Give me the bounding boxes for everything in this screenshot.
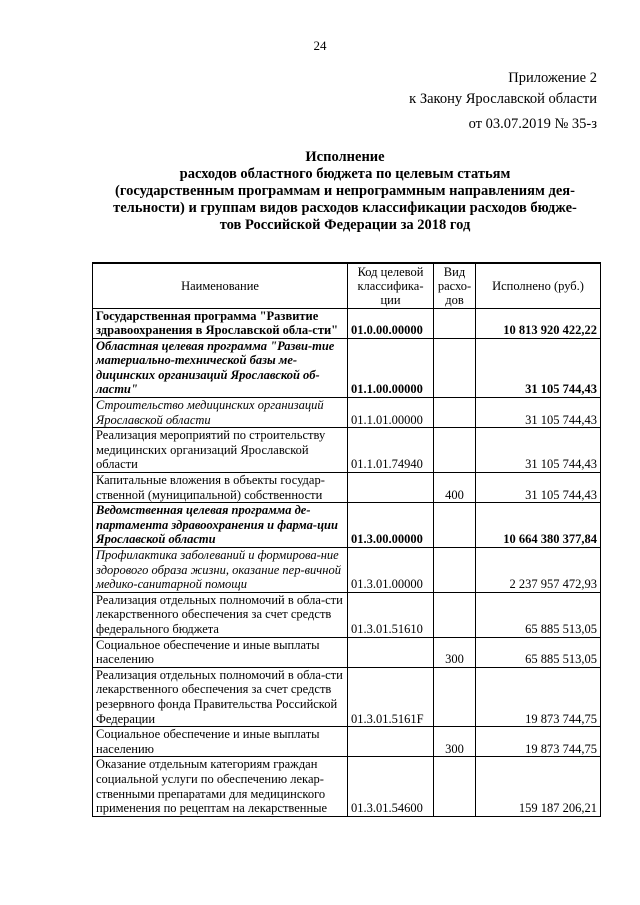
row-amount-cell: 10 813 920 422,22 [476, 308, 601, 338]
title-line-3: (государственным программам и непрограммным направлениям дея- [115, 183, 575, 199]
row-name-cell: Капитальные вложения в объекты государ-ственной (муниципальной) собственности [93, 473, 348, 503]
table-row [93, 473, 601, 503]
table-row [93, 308, 601, 338]
row-amount-cell: 31 105 744,43 [476, 398, 601, 428]
row-vid-cell [434, 428, 476, 473]
row-amount-cell: 65 885 513,05 [476, 592, 601, 637]
row-name-cell: Государственная программа "Развитие здравоохранения в Ярославской обла-сти" [93, 308, 348, 338]
table-row [93, 548, 601, 593]
row-vid-cell [434, 503, 476, 548]
table-row [93, 757, 601, 816]
table-body [93, 308, 601, 816]
row-code-cell: 01.1.01.00000 [348, 398, 434, 428]
appendix-line-3: от 03.07.2019 № 35-з [468, 116, 597, 132]
row-code-cell: 01.3.01.00000 [348, 548, 434, 593]
row-vid-cell: 300 [434, 637, 476, 667]
row-amount-cell: 65 885 513,05 [476, 637, 601, 667]
row-vid-cell [434, 338, 476, 397]
row-vid-cell [434, 548, 476, 593]
row-amount-cell: 31 105 744,43 [476, 473, 601, 503]
row-code-cell: 01.1.01.74940 [348, 428, 434, 473]
row-code-cell: 01.3.01.51610 [348, 592, 434, 637]
page-number: 24 [313, 38, 327, 53]
expenditure-table [92, 262, 601, 817]
row-vid-cell: 300 [434, 727, 476, 757]
title-line-5: тов Российской Федерации за 2018 год [219, 217, 471, 233]
table-header-row [93, 263, 601, 308]
row-name-cell: Социальное обеспечение и иные выплаты населению [93, 637, 348, 667]
row-code-cell: 01.0.00.00000 [348, 308, 434, 338]
table-row [93, 727, 601, 757]
row-vid-cell [434, 308, 476, 338]
header-vid: Вид расхо-дов [434, 263, 476, 308]
row-code-cell: 01.1.00.00000 [348, 338, 434, 397]
appendix-block [409, 68, 597, 135]
appendix-line-1: Приложение 2 [508, 70, 597, 86]
table-row [93, 667, 601, 726]
table-row [93, 637, 601, 667]
row-name-cell: Реализация мероприятий по строительству медицинских организаций Ярославской области [93, 428, 348, 473]
row-amount-cell: 19 873 744,75 [476, 667, 601, 726]
header-name: Наименование [93, 263, 348, 308]
appendix-line-2: к Закону Ярославской области [409, 91, 597, 107]
row-name-cell: Реализация отдельных полномочий в обла-сти лекарственного обеспечения за счет средств федерального бюджета [93, 592, 348, 637]
row-code-cell [348, 637, 434, 667]
row-name-cell: Областная целевая программа "Разви-тие материально-технической базы ме-дицинских организаций Ярославской об-ласти" [93, 338, 348, 397]
row-code-cell [348, 473, 434, 503]
row-code-cell: 01.3.00.00000 [348, 503, 434, 548]
row-code-cell: 01.3.01.54600 [348, 757, 434, 816]
row-vid-cell [434, 757, 476, 816]
table-row [93, 398, 601, 428]
row-amount-cell: 10 664 380 377,84 [476, 503, 601, 548]
row-amount-cell: 31 105 744,43 [476, 338, 601, 397]
table-row [93, 338, 601, 397]
row-amount-cell: 2 237 957 472,93 [476, 548, 601, 593]
table-row [93, 428, 601, 473]
row-name-cell: Реализация отдельных полномочий в обла-сти лекарственного обеспечения за счет средств резервного фонда Правительства Российской Федерации [93, 667, 348, 726]
row-amount-cell: 159 187 206,21 [476, 757, 601, 816]
row-amount-cell: 31 105 744,43 [476, 428, 601, 473]
row-name-cell: Оказание отдельным категориям граждан социальной услуги по обеспечению лекар-ственными препаратами для медицинского применения по рецептам на лекарственные [93, 757, 348, 816]
row-amount-cell: 19 873 744,75 [476, 727, 601, 757]
table-row [93, 503, 601, 548]
row-code-cell [348, 727, 434, 757]
row-vid-cell: 400 [434, 473, 476, 503]
document-title [90, 149, 600, 234]
row-name-cell: Ведомственная целевая программа де-партамента здравоохранения и фарма-ции Ярославской области [93, 503, 348, 548]
title-line-1: Исполнение [305, 149, 385, 165]
title-line-4: тельности) и группам видов расходов классификации расходов бюдже- [113, 200, 577, 216]
row-vid-cell [434, 592, 476, 637]
row-name-cell: Строительство медицинских организаций Ярославской области [93, 398, 348, 428]
row-vid-cell [434, 398, 476, 428]
title-line-2: расходов областного бюджета по целевым статьям [179, 166, 511, 182]
table-row [93, 592, 601, 637]
row-name-cell: Социальное обеспечение и иные выплаты населению [93, 727, 348, 757]
row-name-cell: Профилактика заболеваний и формирова-ние здорового образа жизни, оказание пер-вичной медико-санитарной помощи [93, 548, 348, 593]
header-code: Код целевой классифика-ции [348, 263, 434, 308]
row-vid-cell [434, 667, 476, 726]
row-code-cell: 01.3.01.5161F [348, 667, 434, 726]
header-amount: Исполнено (руб.) [476, 263, 601, 308]
